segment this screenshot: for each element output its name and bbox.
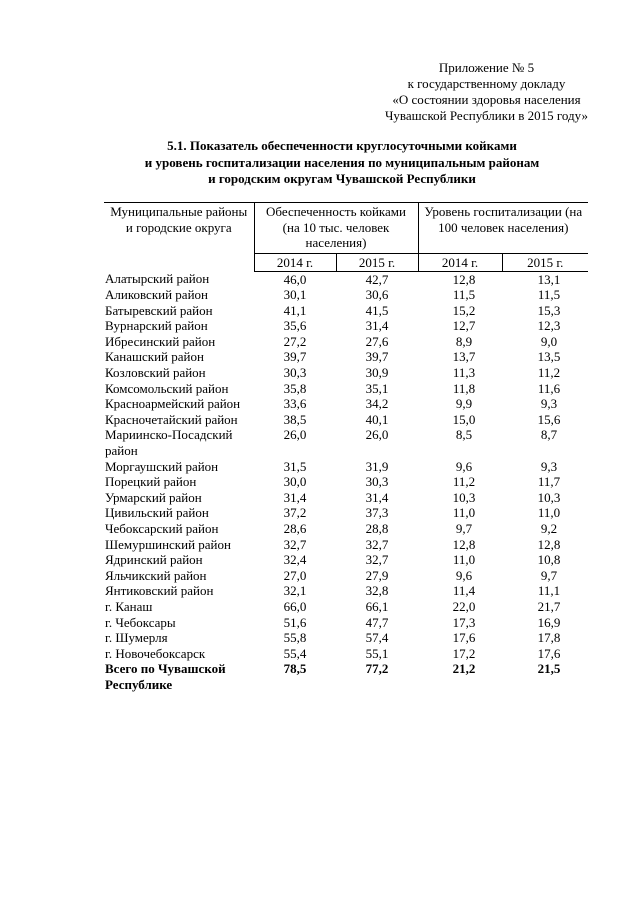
hosp-2015-value: 10,8	[537, 552, 561, 568]
hosp-2014-value: 13,7	[452, 349, 476, 365]
header-hospitalization: Уровень госпитализации (на 100 человек населения)	[418, 203, 588, 254]
beds-2014-value: 32,4	[283, 552, 307, 568]
hosp-2015-value: 21,7	[537, 598, 561, 614]
hosp-2015-value: 11,0	[537, 505, 561, 521]
district-name: Чебоксарский район	[105, 521, 219, 536]
table-row-total	[104, 661, 588, 692]
table-row	[104, 365, 588, 381]
hosp-2015-value: 11,7	[537, 474, 561, 490]
table-body	[104, 271, 588, 693]
beds-2014-value: 66,0	[283, 598, 307, 614]
title-line: и уровень госпитализации населения по муниципальным районам	[144, 154, 540, 170]
beds-2015-value: 28,8	[365, 521, 389, 536]
beds-2014-value: 27,2	[283, 333, 307, 349]
hosp-2014-value: 12,7	[452, 318, 476, 334]
beds-2014-value: 32,1	[283, 583, 307, 599]
hosp-2015-value: 9,3	[540, 458, 558, 474]
table-row	[104, 568, 588, 584]
table-row	[104, 427, 588, 458]
title-line: 5.1. Показатель обеспеченности круглосуточными койками	[167, 138, 517, 153]
beds-2015-value: 31,9	[365, 458, 389, 474]
beds-2014-value: 30,3	[283, 365, 307, 381]
beds-2015-value: 39,7	[365, 349, 389, 365]
hosp-2014-value: 9,6	[455, 458, 473, 474]
beds-2014-value: 39,7	[283, 349, 307, 365]
table-row	[104, 490, 588, 506]
beds-2015-value: 55,1	[365, 645, 389, 661]
hosp-2014-value: 12,8	[452, 271, 476, 287]
hosp-2015-value: 9,2	[540, 521, 558, 536]
table-row	[104, 287, 588, 303]
table-row	[104, 318, 588, 334]
beds-2014-value: 32,7	[283, 536, 307, 552]
beds-2014-value: 46,0	[283, 271, 307, 287]
beds-2015-value: 77,2	[365, 661, 389, 677]
beds-2014-value: 55,8	[283, 630, 307, 646]
table-row	[104, 474, 588, 490]
district-name: г. Канаш	[105, 598, 153, 614]
appendix-line: «О состоянии здоровья населения	[392, 92, 581, 107]
beds-2015-value: 32,7	[365, 536, 389, 552]
hosp-2015-value: 11,2	[537, 365, 561, 381]
beds-2015-value: 32,7	[365, 552, 389, 568]
district-name: Вурнарский район	[105, 318, 208, 334]
beds-2015-value: 27,9	[365, 567, 389, 583]
table-row	[104, 381, 588, 397]
district-name: г. Чебоксары	[105, 614, 176, 630]
beds-2014-value: 35,8	[283, 380, 307, 396]
hosp-2015-value: 13,1	[537, 271, 561, 287]
beds-2014-value: 51,6	[283, 614, 307, 630]
hosp-2014-value: 17,6	[452, 630, 476, 646]
district-name: Ибресинский район	[105, 333, 216, 349]
hosp-2014-value: 8,5	[455, 427, 473, 443]
beds-2014-value: 37,2	[283, 505, 307, 521]
hosp-2015-value: 10,3	[537, 489, 561, 505]
hosp-2014-value: 10,3	[452, 489, 476, 505]
header-year: 2015 г.	[336, 253, 418, 271]
hosp-2015-value: 15,3	[537, 302, 561, 318]
table-row	[104, 537, 588, 553]
header-year: 2014 г.	[418, 253, 502, 271]
beds-2015-value: 31,4	[365, 489, 389, 505]
district-name: Янтиковский район	[105, 583, 214, 599]
beds-2015-value: 47,7	[365, 614, 389, 630]
hosp-2014-value: 17,3	[452, 614, 476, 630]
table-row	[104, 412, 588, 428]
hosp-2015-value: 12,3	[537, 318, 561, 334]
district-name: Порецкий район	[105, 474, 197, 490]
table-title	[100, 138, 584, 188]
beds-2015-value: 35,1	[365, 380, 389, 396]
district-name: Яльчикский район	[105, 567, 207, 583]
beds-2015-value: 37,3	[365, 505, 389, 521]
hosp-2015-value: 9,7	[540, 567, 558, 583]
hosp-2014-value: 21,2	[452, 661, 476, 677]
beds-2014-value: 30,1	[283, 287, 307, 303]
hosp-2015-value: 13,5	[537, 349, 561, 365]
hosp-2014-value: 12,8	[452, 536, 476, 552]
district-name: Мариинско-Посадский район	[105, 427, 233, 459]
table-row	[104, 521, 588, 537]
hosp-2014-value: 11,8	[452, 380, 476, 396]
title-line: и городским округам Чувашской Республики	[208, 171, 476, 186]
district-name: г. Новочебоксарск	[105, 645, 206, 661]
district-name: Урмарский район	[105, 489, 202, 505]
beds-2015-value: 42,7	[365, 271, 389, 287]
header-districts: Муниципальные районы и городские округа	[104, 203, 254, 272]
table-row	[104, 505, 588, 521]
beds-2014-value: 27,0	[283, 567, 307, 583]
hosp-2015-value: 12,8	[537, 536, 561, 552]
beds-2014-value: 30,0	[283, 474, 307, 490]
hosp-2015-value: 16,9	[537, 614, 561, 630]
beds-2014-value: 28,6	[283, 521, 307, 536]
district-name: Цивильский район	[105, 505, 209, 521]
appendix-line: Приложение № 5	[438, 60, 535, 75]
table-row	[104, 583, 588, 599]
beds-2014-value: 26,0	[283, 427, 307, 443]
district-name: Канашский район	[105, 349, 204, 365]
beds-2015-value: 26,0	[365, 427, 389, 443]
header-year: 2015 г.	[502, 253, 588, 271]
beds-2015-value: 30,6	[365, 287, 389, 303]
table-row	[104, 349, 588, 365]
table-row	[104, 271, 588, 287]
table-row	[104, 646, 588, 662]
hosp-2015-value: 17,6	[537, 645, 561, 661]
table-row	[104, 303, 588, 319]
district-name: Всего по Чувашской Республике	[105, 661, 226, 692]
district-name: Ядринский район	[105, 552, 203, 568]
beds-2015-value: 27,6	[365, 333, 389, 349]
appendix-line: Чувашской Республики в 2015 году»	[384, 108, 588, 123]
hosp-2014-value: 8,9	[455, 333, 473, 349]
data-table	[104, 202, 588, 693]
hosp-2014-value: 11,0	[452, 505, 476, 521]
district-name: Алатырский район	[105, 271, 210, 286]
district-name: Красноармейский район	[105, 396, 241, 412]
hosp-2014-value: 11,4	[452, 583, 476, 599]
hosp-2014-value: 11,5	[452, 287, 476, 303]
table-row	[104, 334, 588, 350]
beds-2014-value: 31,5	[283, 458, 307, 474]
district-name: г. Шумерля	[105, 630, 168, 646]
hosp-2014-value: 9,6	[455, 567, 473, 583]
hosp-2014-value: 11,0	[452, 552, 476, 568]
beds-2015-value: 30,3	[365, 474, 389, 490]
hosp-2014-value: 9,7	[455, 521, 473, 536]
beds-2014-value: 33,6	[283, 396, 307, 412]
beds-2014-value: 78,5	[283, 661, 307, 677]
district-name: Моргаушский район	[105, 458, 219, 474]
table-row	[104, 615, 588, 631]
appendix-line: к государственному докладу	[407, 76, 566, 91]
beds-2015-value: 41,5	[365, 302, 389, 318]
beds-2015-value: 57,4	[365, 630, 389, 646]
table-row	[104, 630, 588, 646]
hosp-2015-value: 9,0	[540, 333, 558, 349]
hosp-2015-value: 21,5	[537, 661, 561, 677]
district-name: Аликовский район	[105, 287, 208, 303]
hosp-2015-value: 17,8	[537, 630, 561, 646]
beds-2015-value: 34,2	[365, 396, 389, 412]
district-name: Комсомольский район	[105, 380, 229, 396]
hosp-2014-value: 11,2	[452, 474, 476, 490]
table-row	[104, 599, 588, 615]
beds-2015-value: 31,4	[365, 318, 389, 334]
hosp-2014-value: 15,2	[452, 302, 476, 318]
hosp-2015-value: 11,1	[537, 583, 561, 599]
beds-2014-value: 38,5	[283, 411, 307, 427]
beds-2015-value: 66,1	[365, 598, 389, 614]
beds-2014-value: 41,1	[283, 302, 307, 318]
beds-2015-value: 40,1	[365, 411, 389, 427]
beds-2015-value: 32,8	[365, 583, 389, 599]
district-name: Красночетайский район	[105, 411, 238, 427]
header-year: 2014 г.	[254, 253, 336, 271]
table-row	[104, 552, 588, 568]
hosp-2015-value: 8,7	[540, 427, 558, 443]
table-row	[104, 396, 588, 412]
beds-2014-value: 55,4	[283, 645, 307, 661]
hosp-2014-value: 9,9	[455, 396, 473, 412]
district-name: Батыревский район	[105, 302, 213, 318]
beds-2014-value: 31,4	[283, 489, 307, 505]
hosp-2014-value: 22,0	[452, 598, 476, 614]
appendix-note	[385, 60, 588, 124]
hosp-2014-value: 17,2	[452, 645, 476, 661]
district-name: Шемуршинский район	[105, 536, 231, 552]
hosp-2015-value: 15,6	[537, 411, 561, 427]
hosp-2014-value: 11,3	[452, 365, 476, 381]
hosp-2014-value: 15,0	[452, 411, 476, 427]
hosp-2015-value: 11,6	[537, 380, 561, 396]
hosp-2015-value: 11,5	[537, 287, 561, 303]
beds-2015-value: 30,9	[365, 365, 389, 381]
table-row	[104, 459, 588, 475]
beds-2014-value: 35,6	[283, 318, 307, 334]
hosp-2015-value: 9,3	[540, 396, 558, 412]
district-name: Козловский район	[105, 365, 206, 381]
header-bed-supply: Обеспеченность койками (на 10 тыс. человек населения)	[254, 203, 418, 254]
